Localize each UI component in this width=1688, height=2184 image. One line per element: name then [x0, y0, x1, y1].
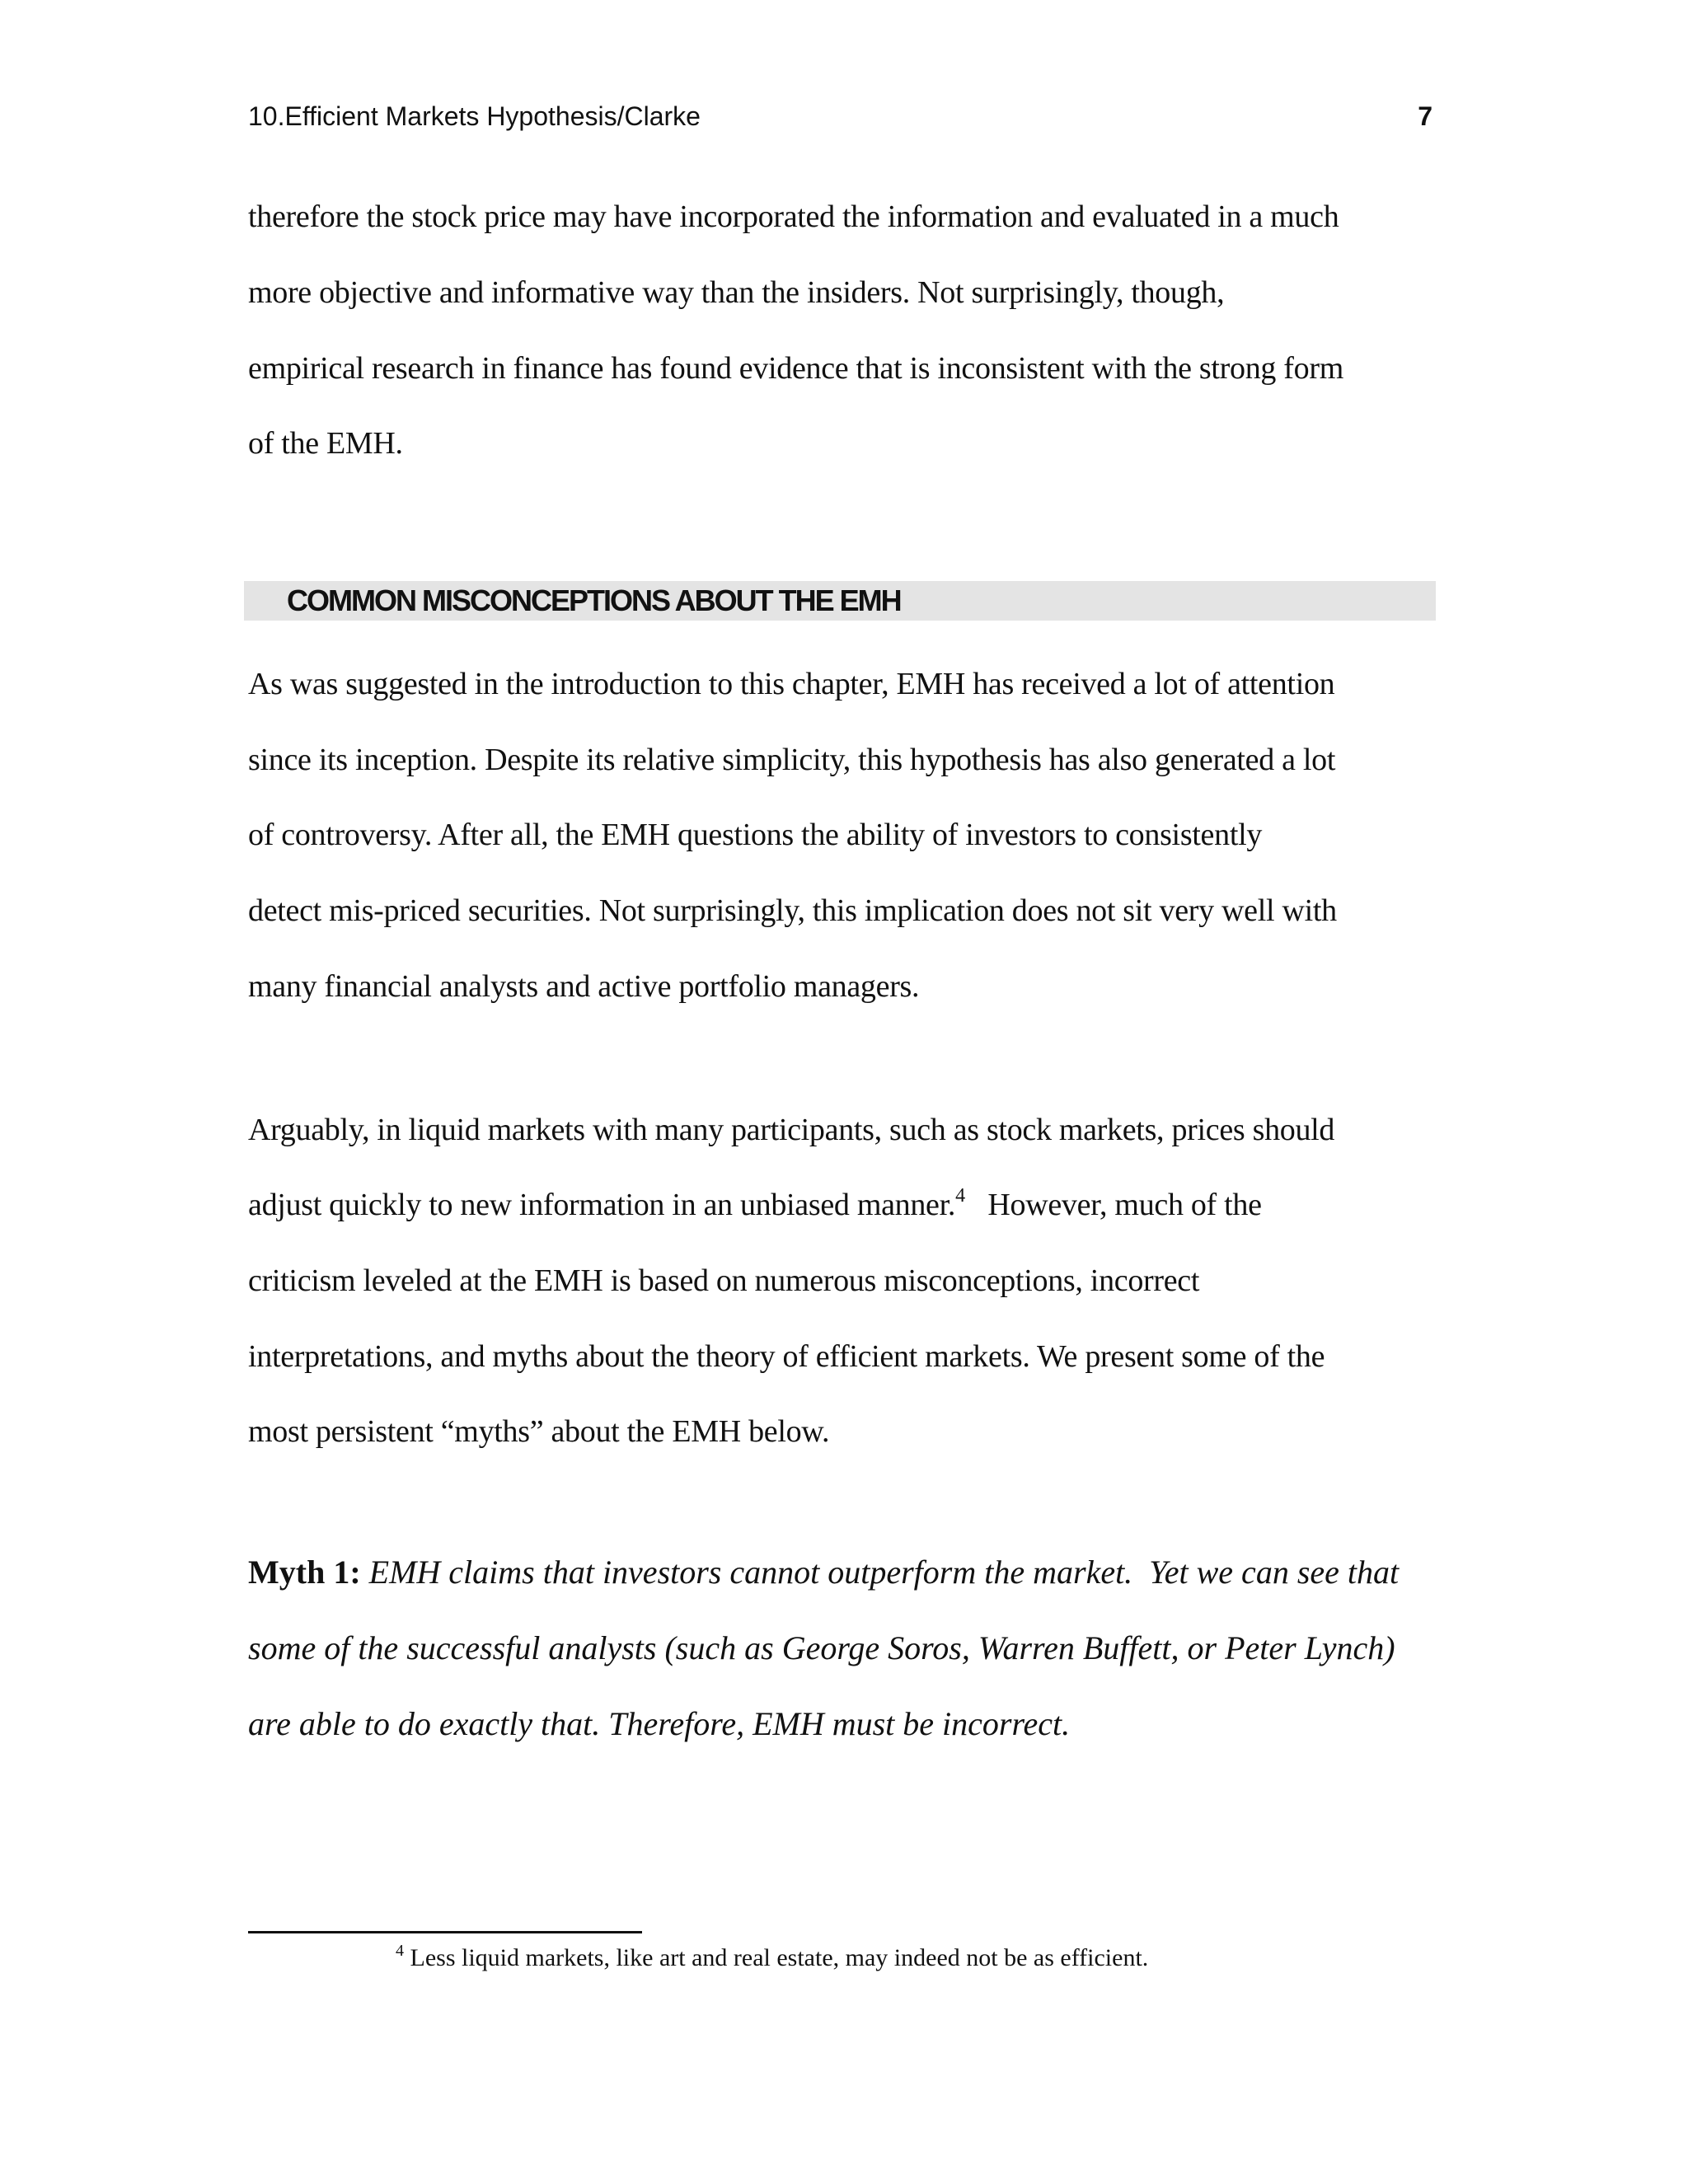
myth-line	[248, 1553, 1399, 1592]
footnote-text: Less liquid markets, like art and real estate, may indeed not be as efficient.	[404, 1944, 1149, 1971]
myth-line: are able to do exactly that. Therefore, EMH must be incorrect.	[248, 1705, 1071, 1742]
paragraph-line: of the EMH.	[248, 426, 403, 461]
paragraph-line: As was suggested in the introduction to this chapter, EMH has received a lot of attention	[248, 667, 1335, 701]
paragraph-line: since its inception. Despite its relative simplicity, this hypothesis has also generated a lot	[248, 743, 1336, 777]
line-text: adjust quickly to new information in an unbiased manner.	[248, 1188, 956, 1222]
running-head: 10.Efficient Markets Hypothesis/Clarke	[248, 101, 701, 131]
section-heading: COMMON MISCONCEPTIONS ABOUT THE EMH	[287, 583, 901, 617]
paragraph-line: more objective and informative way than the insiders. Not surprisingly, though,	[248, 275, 1225, 310]
paragraph-line: empirical research in finance has found evidence that is inconsistent with the strong form	[248, 351, 1343, 386]
paragraph-line: Arguably, in liquid markets with many participants, such as stock markets, prices should	[248, 1113, 1335, 1147]
footnote-divider	[248, 1931, 642, 1933]
paragraph-line: criticism leveled at the EMH is based on numerous misconceptions, incorrect	[248, 1263, 1200, 1298]
paragraph-line: therefore the stock price may have incorporated the information and evaluated in a much	[248, 199, 1339, 234]
paragraph-line: most persistent “myths” about the EMH below.	[248, 1414, 830, 1449]
footnote-reference[interactable]: 4	[955, 1185, 965, 1207]
paragraph-line: interpretations, and myths about the theory of efficient markets. We present some of the	[248, 1339, 1325, 1374]
paragraph-line: detect mis-priced securities. Not surprisingly, this implication does not sit very well with	[248, 893, 1337, 928]
paragraph-line: many financial analysts and active portfolio managers.	[248, 969, 920, 1004]
footnote	[396, 1942, 1148, 1975]
paragraph-line: of controversy. After all, the EMH questions the ability of investors to consistently	[248, 818, 1263, 852]
myth-label: Myth 1:	[248, 1554, 361, 1591]
line-text: However, much of the	[964, 1188, 1262, 1222]
myth-text: EMH claims that investors cannot outperform the market. Yet we can see that	[360, 1554, 1400, 1591]
myth-line: some of the successful analysts (such as George Soros, Warren Buffett, or Peter Lynch)	[248, 1629, 1395, 1666]
section-heading-band	[244, 581, 1436, 621]
page-number: 7	[1418, 101, 1432, 131]
footnote-marker: 4	[396, 1942, 404, 1960]
paragraph-line	[248, 1186, 1262, 1224]
